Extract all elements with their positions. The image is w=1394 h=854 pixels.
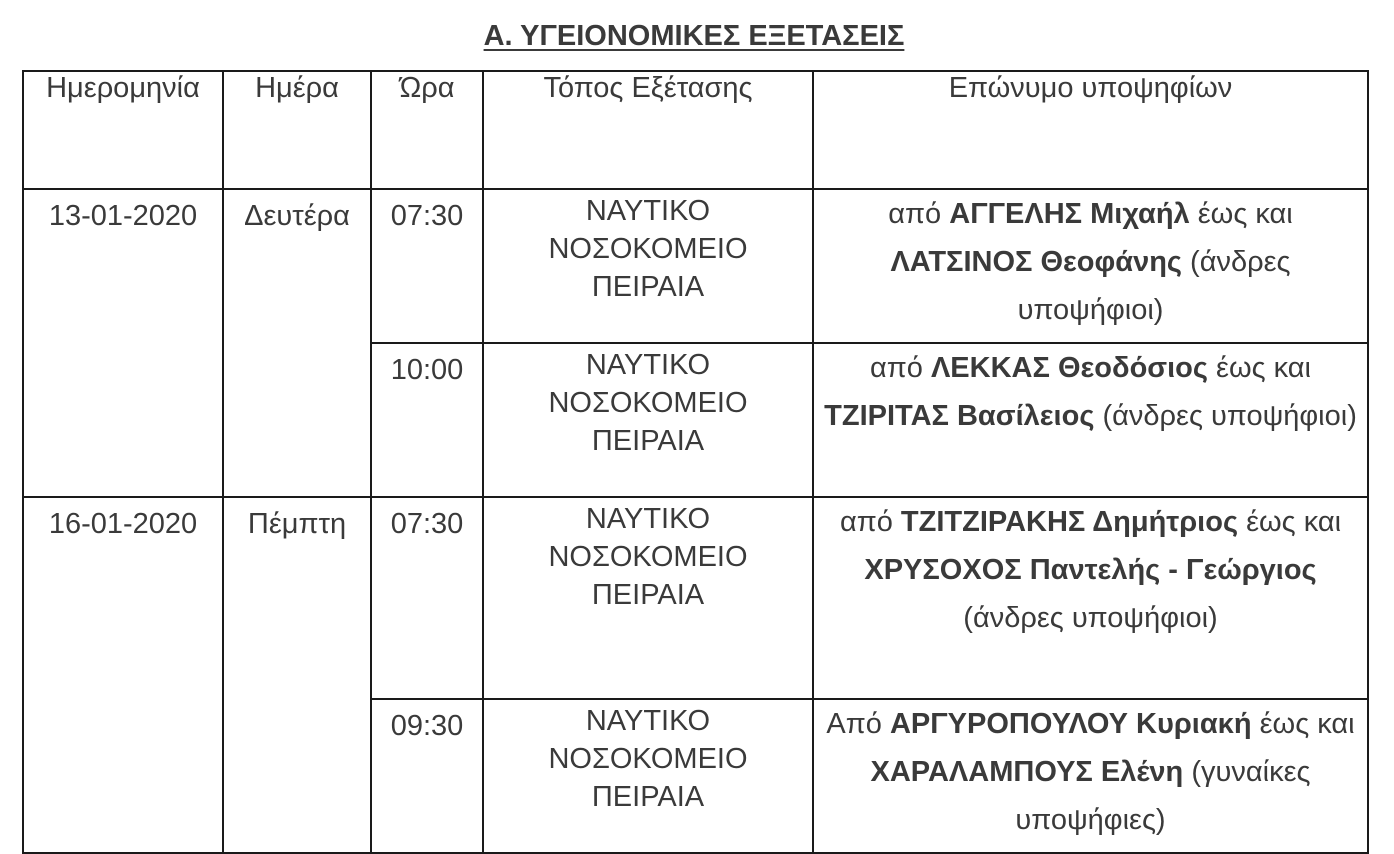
header-day: Ημέρα	[223, 71, 371, 189]
names-prefix: από	[888, 198, 950, 230]
header-time: Ώρα	[371, 71, 483, 189]
time-cell: 09:30	[371, 699, 483, 853]
to-name: ΧΑΡΑΛΑΜΠΟΥΣ Ελένη	[870, 756, 1184, 788]
time-cell: 10:00	[371, 343, 483, 497]
to-name: ΤΖΙΡΙΤΑΣ Βασίλειος	[824, 400, 1095, 432]
place-line: ΝΟΣΟΚΟΜΕΙΟ	[548, 743, 748, 775]
place-line: ΠΕΙΡΑΙΑ	[591, 425, 705, 457]
from-name: ΑΡΓΥΡΟΠΟΥΛΟΥ Κυριακή	[889, 708, 1252, 740]
names-prefix: από	[870, 352, 931, 384]
day-cell: Πέμπτη	[223, 497, 371, 853]
place-line: ΝΑΥΤΙΚΟ	[585, 349, 711, 381]
place-line: ΝΑΥΤΙΚΟ	[585, 705, 711, 737]
place-cell	[483, 497, 813, 699]
header-place: Τόπος Εξέτασης	[483, 71, 813, 189]
place-line: ΝΟΣΟΚΟΜΕΙΟ	[548, 387, 748, 419]
place-line: ΝΑΥΤΙΚΟ	[585, 503, 711, 535]
names-suffix: (άνδρες υποψήφιοι)	[1094, 400, 1357, 432]
table-header-row	[23, 71, 1368, 189]
date-cell: 16-01-2020	[23, 497, 223, 853]
place-cell	[483, 189, 813, 343]
names-suffix: (άνδρες υποψήφιοι)	[963, 602, 1218, 634]
date-cell: 13-01-2020	[23, 189, 223, 497]
place-line: ΠΕΙΡΑΙΑ	[591, 579, 705, 611]
table-row	[23, 497, 1368, 699]
place-cell	[483, 699, 813, 853]
to-name: ΧΡΥΣΟΧΟΣ Παντελής - Γεώργιος	[864, 554, 1317, 586]
names-middle: έως και	[1207, 352, 1311, 384]
place-line: ΝΟΣΟΚΟΜΕΙΟ	[548, 233, 748, 265]
names-suffix: (γυναίκες υποψήφιες)	[1015, 756, 1311, 836]
from-name: ΤΖΙΤΖΙΡΑΚΗΣ Δημήτριος	[900, 506, 1239, 538]
to-name: ΛΑΤΣΙΝΟΣ Θεοφάνης	[890, 246, 1182, 278]
names-middle: έως και	[1238, 506, 1342, 538]
place-line: ΠΕΙΡΑΙΑ	[591, 781, 705, 813]
exam-schedule-table	[22, 70, 1369, 854]
place-line: ΠΕΙΡΑΙΑ	[591, 271, 705, 303]
names-prefix: Από	[826, 708, 890, 740]
place-cell	[483, 343, 813, 497]
names-middle: έως και	[1251, 708, 1355, 740]
names-cell	[813, 699, 1368, 853]
names-suffix: (άνδρες υποψήφιοι)	[1017, 246, 1291, 326]
from-name: ΛΕΚΚΑΣ Θεοδόσιος	[930, 352, 1208, 384]
document-title: Α. ΥΓΕΙΟΝΟΜΙΚΕΣ ΕΞΕΤΑΣΕΙΣ	[483, 20, 905, 52]
names-cell	[813, 343, 1368, 497]
names-middle: έως και	[1189, 198, 1293, 230]
time-cell: 07:30	[371, 189, 483, 343]
names-cell	[813, 497, 1368, 699]
table-row	[23, 189, 1368, 343]
from-name: ΑΓΓΕΛΗΣ Μιχαήλ	[949, 198, 1190, 230]
place-line: ΝΑΥΤΙΚΟ	[585, 195, 711, 227]
header-date: Ημερομηνία	[23, 71, 223, 189]
header-names: Επώνυμο υποψηφίων	[813, 71, 1368, 189]
names-prefix: από	[839, 506, 901, 538]
time-cell: 07:30	[371, 497, 483, 699]
day-cell: Δευτέρα	[223, 189, 371, 497]
place-line: ΝΟΣΟΚΟΜΕΙΟ	[548, 541, 748, 573]
names-cell	[813, 189, 1368, 343]
